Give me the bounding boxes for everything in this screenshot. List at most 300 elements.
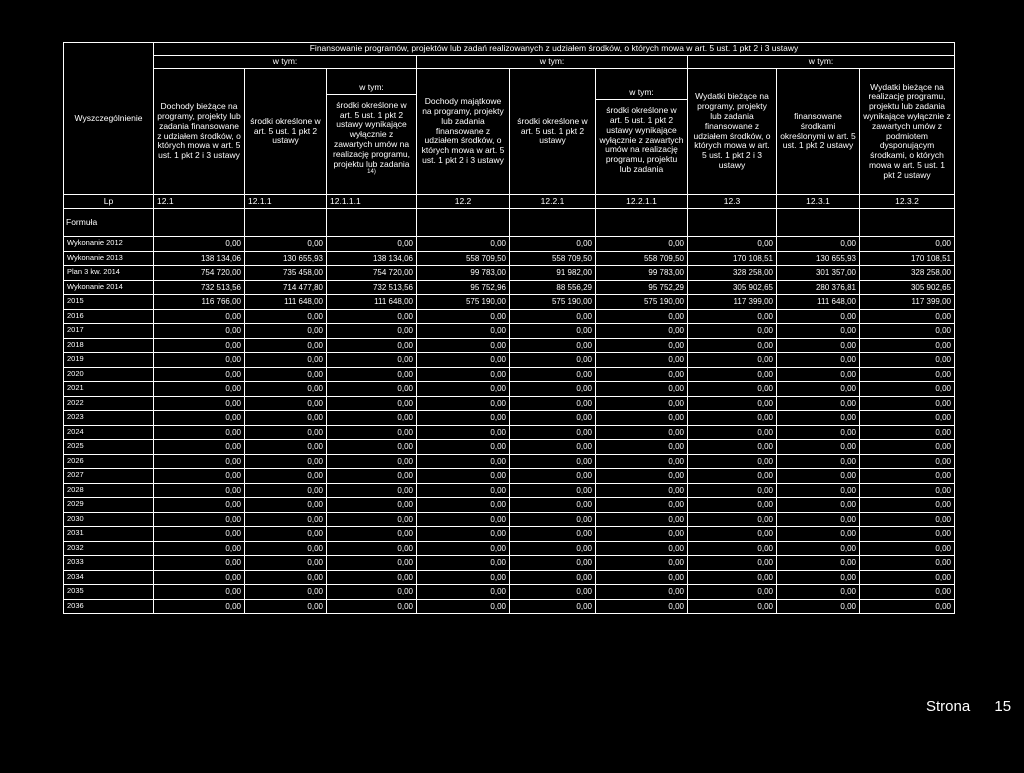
- value-cell: 0,00: [777, 599, 860, 614]
- value-cell: 0,00: [245, 454, 327, 469]
- value-cell: 0,00: [860, 570, 955, 585]
- value-cell: 0,00: [327, 382, 417, 397]
- value-cell: 0,00: [327, 440, 417, 455]
- value-cell: 0,00: [327, 541, 417, 556]
- value-cell: 0,00: [245, 382, 327, 397]
- value-cell: 0,00: [510, 382, 596, 397]
- value-cell: 138 134,06: [154, 251, 245, 266]
- value-cell: 0,00: [510, 541, 596, 556]
- table-title: Finansowanie programów, projektów lub zadań realizowanych z udziałem środków, o których mowa w art. 5 ust. 1 pkt 2 i 3 ustawy: [154, 43, 955, 56]
- value-cell: 0,00: [417, 498, 510, 513]
- value-cell: 0,00: [777, 367, 860, 382]
- page-footer: [926, 698, 1011, 715]
- value-cell: 0,00: [417, 411, 510, 426]
- value-cell: 0,00: [154, 483, 245, 498]
- formula-cell: [154, 209, 245, 237]
- page-number: 15: [994, 698, 1012, 715]
- value-cell: 0,00: [245, 498, 327, 513]
- value-cell: 0,00: [777, 411, 860, 426]
- value-cell: 0,00: [860, 483, 955, 498]
- value-cell: 111 648,00: [777, 295, 860, 310]
- value-cell: 0,00: [245, 309, 327, 324]
- row-label: Wykonanie 2012: [64, 237, 154, 252]
- value-cell: 0,00: [327, 527, 417, 542]
- value-cell: 305 902,65: [688, 280, 777, 295]
- value-cell: 0,00: [154, 396, 245, 411]
- value-cell: 88 556,29: [510, 280, 596, 295]
- table-row: [64, 237, 955, 252]
- value-cell: 0,00: [688, 338, 777, 353]
- w-tym-label: w tym:: [327, 83, 416, 95]
- value-cell: 0,00: [154, 556, 245, 571]
- col-wydatki-realizacje: Wydatki bieżące na realizację programu, projektu lub zadania wynikające wyłącznie z zawartych umów z podmiotem dysponującym środkami, o których mowa w art. 5 ust. 1 pkt 2 ustawy: [860, 69, 955, 195]
- value-cell: 0,00: [777, 512, 860, 527]
- table-row: [64, 483, 955, 498]
- formula-cell: [510, 209, 596, 237]
- value-cell: 0,00: [417, 353, 510, 368]
- value-cell: 0,00: [245, 527, 327, 542]
- value-cell: 0,00: [777, 396, 860, 411]
- value-cell: 0,00: [417, 483, 510, 498]
- value-cell: 170 108,51: [860, 251, 955, 266]
- value-cell: 117 399,00: [860, 295, 955, 310]
- value-cell: 0,00: [327, 411, 417, 426]
- value-cell: 0,00: [777, 483, 860, 498]
- table-row: [64, 512, 955, 527]
- value-cell: 0,00: [510, 353, 596, 368]
- value-cell: 0,00: [777, 338, 860, 353]
- value-cell: 0,00: [596, 527, 688, 542]
- value-cell: 0,00: [510, 237, 596, 252]
- value-cell: 0,00: [510, 527, 596, 542]
- col-srodki-umowy-2: [596, 69, 688, 195]
- table-row: [64, 309, 955, 324]
- value-cell: 0,00: [245, 570, 327, 585]
- value-cell: 0,00: [596, 541, 688, 556]
- value-cell: 0,00: [327, 454, 417, 469]
- value-cell: 0,00: [860, 498, 955, 513]
- col-wydatki-biezace: Wydatki bieżące na programy, projekty lub zadania finansowane z udziałem środków, o których mowa w art. 5 ust. 1 pkt 2 i 3 ustawy: [688, 69, 777, 195]
- value-cell: 0,00: [688, 541, 777, 556]
- value-cell: 301 357,00: [777, 266, 860, 281]
- value-cell: 111 648,00: [327, 295, 417, 310]
- row-label: 2033: [64, 556, 154, 571]
- value-cell: 0,00: [688, 396, 777, 411]
- value-cell: 732 513,56: [327, 280, 417, 295]
- value-cell: 0,00: [327, 396, 417, 411]
- value-cell: 0,00: [777, 527, 860, 542]
- col-wyszczegolnienie: Wyszczególnienie: [64, 43, 154, 195]
- value-cell: 95 752,96: [417, 280, 510, 295]
- formula-cell: [245, 209, 327, 237]
- value-cell: 0,00: [327, 425, 417, 440]
- row-label: Plan 3 kw. 2014: [64, 266, 154, 281]
- table-row: [64, 338, 955, 353]
- row-label: 2015: [64, 295, 154, 310]
- value-cell: 0,00: [510, 309, 596, 324]
- table-row: [64, 570, 955, 585]
- value-cell: 0,00: [510, 483, 596, 498]
- value-cell: 0,00: [596, 498, 688, 513]
- table-row: [64, 280, 955, 295]
- row-label: 2017: [64, 324, 154, 339]
- value-cell: 0,00: [245, 324, 327, 339]
- value-cell: 0,00: [860, 585, 955, 600]
- row-label: Wykonanie 2013: [64, 251, 154, 266]
- value-cell: 0,00: [417, 440, 510, 455]
- value-cell: 0,00: [596, 382, 688, 397]
- row-label: 2032: [64, 541, 154, 556]
- value-cell: 0,00: [777, 440, 860, 455]
- table-row: [64, 454, 955, 469]
- value-cell: 0,00: [245, 411, 327, 426]
- value-cell: 0,00: [417, 541, 510, 556]
- row-label: 2025: [64, 440, 154, 455]
- value-cell: 99 783,00: [596, 266, 688, 281]
- lp-code: 12.1.1.1: [327, 195, 417, 209]
- value-cell: 0,00: [245, 396, 327, 411]
- value-cell: 714 477,80: [245, 280, 327, 295]
- value-cell: 0,00: [154, 324, 245, 339]
- value-cell: 0,00: [417, 396, 510, 411]
- value-cell: 0,00: [860, 469, 955, 484]
- value-cell: 558 709,50: [596, 251, 688, 266]
- value-cell: 280 376,81: [777, 280, 860, 295]
- value-cell: 0,00: [688, 469, 777, 484]
- value-cell: 0,00: [777, 454, 860, 469]
- financing-table: [63, 42, 955, 614]
- value-cell: 0,00: [510, 599, 596, 614]
- value-cell: 0,00: [860, 411, 955, 426]
- value-cell: 305 902,65: [860, 280, 955, 295]
- value-cell: 0,00: [245, 483, 327, 498]
- value-cell: 0,00: [688, 411, 777, 426]
- table-row: [64, 599, 955, 614]
- value-cell: 0,00: [510, 570, 596, 585]
- value-cell: 0,00: [417, 309, 510, 324]
- lp-label: Lp: [64, 195, 154, 209]
- value-cell: 0,00: [596, 483, 688, 498]
- col-srodki-umowy-2-text: środki określone w art. 5 ust. 1 pkt 2 ustawy wynikające wyłącznie z zawartych umów na realizację programu, projektu lub zadania: [599, 105, 684, 174]
- value-cell: 0,00: [327, 338, 417, 353]
- value-cell: 328 258,00: [688, 266, 777, 281]
- value-cell: 0,00: [154, 585, 245, 600]
- lp-code: 12.1.1: [245, 195, 327, 209]
- table-row: [64, 324, 955, 339]
- lp-code: 12.2: [417, 195, 510, 209]
- value-cell: 0,00: [417, 570, 510, 585]
- value-cell: 0,00: [596, 411, 688, 426]
- value-cell: 0,00: [777, 556, 860, 571]
- value-cell: 0,00: [245, 585, 327, 600]
- value-cell: 0,00: [688, 353, 777, 368]
- value-cell: 0,00: [510, 425, 596, 440]
- value-cell: 0,00: [860, 512, 955, 527]
- value-cell: 116 766,00: [154, 295, 245, 310]
- value-cell: 575 190,00: [596, 295, 688, 310]
- table-row: [64, 382, 955, 397]
- value-cell: 0,00: [245, 338, 327, 353]
- value-cell: 0,00: [245, 353, 327, 368]
- lp-code: 12.2.1: [510, 195, 596, 209]
- value-cell: 0,00: [688, 324, 777, 339]
- value-cell: 0,00: [417, 527, 510, 542]
- value-cell: 0,00: [417, 469, 510, 484]
- value-cell: 95 752,29: [596, 280, 688, 295]
- value-cell: 0,00: [510, 396, 596, 411]
- formula-cell: [596, 209, 688, 237]
- value-cell: 0,00: [154, 599, 245, 614]
- value-cell: 0,00: [688, 382, 777, 397]
- table-row: [64, 541, 955, 556]
- value-cell: 0,00: [860, 527, 955, 542]
- value-cell: 0,00: [860, 454, 955, 469]
- table-row: [64, 556, 955, 571]
- value-cell: 0,00: [154, 338, 245, 353]
- value-cell: 0,00: [596, 469, 688, 484]
- value-cell: 0,00: [510, 324, 596, 339]
- value-cell: 0,00: [596, 425, 688, 440]
- value-cell: 0,00: [688, 599, 777, 614]
- value-cell: 0,00: [596, 512, 688, 527]
- value-cell: 735 458,00: [245, 266, 327, 281]
- value-cell: 0,00: [596, 237, 688, 252]
- table-row: [64, 440, 955, 455]
- value-cell: 0,00: [154, 512, 245, 527]
- value-cell: 575 190,00: [417, 295, 510, 310]
- row-label: 2027: [64, 469, 154, 484]
- value-cell: 0,00: [596, 367, 688, 382]
- formula-cell: [417, 209, 510, 237]
- value-cell: 0,00: [860, 440, 955, 455]
- value-cell: 0,00: [417, 599, 510, 614]
- value-cell: 0,00: [688, 237, 777, 252]
- value-cell: 0,00: [245, 469, 327, 484]
- value-cell: 0,00: [154, 454, 245, 469]
- table-row: [64, 527, 955, 542]
- value-cell: 0,00: [596, 599, 688, 614]
- value-cell: 0,00: [327, 237, 417, 252]
- row-label: 2035: [64, 585, 154, 600]
- value-cell: 754 720,00: [154, 266, 245, 281]
- value-cell: 0,00: [245, 440, 327, 455]
- table-row: [64, 425, 955, 440]
- table-row: [64, 498, 955, 513]
- w-tym-label: w tym:: [154, 56, 417, 69]
- row-label: 2036: [64, 599, 154, 614]
- value-cell: 0,00: [777, 382, 860, 397]
- value-cell: 0,00: [777, 498, 860, 513]
- value-cell: 0,00: [688, 570, 777, 585]
- value-cell: 0,00: [417, 237, 510, 252]
- row-label: 2018: [64, 338, 154, 353]
- value-cell: 0,00: [417, 454, 510, 469]
- value-cell: 0,00: [417, 512, 510, 527]
- value-cell: 0,00: [860, 425, 955, 440]
- value-cell: 111 648,00: [245, 295, 327, 310]
- table-row: [64, 469, 955, 484]
- value-cell: 0,00: [860, 237, 955, 252]
- value-cell: 0,00: [860, 541, 955, 556]
- table-row: [64, 411, 955, 426]
- table-row: [64, 353, 955, 368]
- value-cell: 0,00: [327, 483, 417, 498]
- value-cell: 0,00: [777, 237, 860, 252]
- value-cell: 0,00: [596, 396, 688, 411]
- value-cell: 0,00: [688, 425, 777, 440]
- col-srodki-umowy-1-text: środki określone w art. 5 ust. 1 pkt 2 ustawy wynikające wyłącznie z zawartych umów na realizację programu, projektu lub zadania: [332, 99, 410, 169]
- formula-label: Formuła: [64, 209, 154, 237]
- value-cell: 0,00: [510, 469, 596, 484]
- value-cell: 0,00: [154, 367, 245, 382]
- value-cell: 0,00: [154, 440, 245, 455]
- footnote-marker: 14): [367, 169, 376, 176]
- row-label: 2016: [64, 309, 154, 324]
- value-cell: 0,00: [327, 309, 417, 324]
- value-cell: 0,00: [860, 324, 955, 339]
- lp-code: 12.3.2: [860, 195, 955, 209]
- value-cell: 0,00: [777, 309, 860, 324]
- col-finansowane: finansowane środkami określonymi w art. 5 ust. 1 pkt 2 ustawy: [777, 69, 860, 195]
- value-cell: 0,00: [245, 367, 327, 382]
- table-row: [64, 367, 955, 382]
- value-cell: 130 655,93: [777, 251, 860, 266]
- value-cell: 0,00: [510, 338, 596, 353]
- value-cell: 0,00: [417, 338, 510, 353]
- value-cell: 0,00: [860, 556, 955, 571]
- value-cell: 0,00: [327, 585, 417, 600]
- lp-code: 12.3: [688, 195, 777, 209]
- lp-code: 12.1: [154, 195, 245, 209]
- value-cell: 0,00: [860, 367, 955, 382]
- value-cell: 0,00: [417, 382, 510, 397]
- value-cell: 0,00: [154, 309, 245, 324]
- value-cell: 0,00: [327, 556, 417, 571]
- value-cell: 0,00: [860, 382, 955, 397]
- value-cell: 0,00: [688, 309, 777, 324]
- col-dochody-biezace: Dochody bieżące na programy, projekty lub zadania finansowane z udziałem środków, o których mowa w art. 5 ust. 1 pkt 2 i 3 ustawy: [154, 69, 245, 195]
- row-label: 2028: [64, 483, 154, 498]
- value-cell: 0,00: [510, 556, 596, 571]
- table-row: [64, 396, 955, 411]
- table-row: [64, 266, 955, 281]
- value-cell: 0,00: [777, 469, 860, 484]
- value-cell: 754 720,00: [327, 266, 417, 281]
- value-cell: 117 399,00: [688, 295, 777, 310]
- value-cell: 0,00: [327, 599, 417, 614]
- value-cell: 0,00: [154, 353, 245, 368]
- row-label: 2020: [64, 367, 154, 382]
- value-cell: 0,00: [154, 411, 245, 426]
- row-label: 2023: [64, 411, 154, 426]
- value-cell: 0,00: [596, 454, 688, 469]
- value-cell: 0,00: [777, 324, 860, 339]
- value-cell: 575 190,00: [510, 295, 596, 310]
- value-cell: 558 709,50: [417, 251, 510, 266]
- value-cell: 0,00: [860, 353, 955, 368]
- value-cell: 0,00: [510, 585, 596, 600]
- value-cell: 99 783,00: [417, 266, 510, 281]
- value-cell: 0,00: [596, 440, 688, 455]
- value-cell: 0,00: [596, 556, 688, 571]
- value-cell: 0,00: [417, 324, 510, 339]
- value-cell: 0,00: [688, 440, 777, 455]
- value-cell: 0,00: [860, 338, 955, 353]
- value-cell: 0,00: [245, 556, 327, 571]
- formula-cell: [860, 209, 955, 237]
- value-cell: 0,00: [417, 585, 510, 600]
- formula-cell: [777, 209, 860, 237]
- col-srodki-umowy-1: [327, 69, 417, 195]
- value-cell: 0,00: [510, 498, 596, 513]
- value-cell: 0,00: [245, 541, 327, 556]
- value-cell: 0,00: [327, 512, 417, 527]
- value-cell: 0,00: [860, 599, 955, 614]
- value-cell: 0,00: [327, 570, 417, 585]
- value-cell: 0,00: [688, 367, 777, 382]
- value-cell: 0,00: [327, 324, 417, 339]
- row-label: 2029: [64, 498, 154, 513]
- value-cell: 0,00: [154, 425, 245, 440]
- value-cell: 0,00: [688, 498, 777, 513]
- col-srodki-okreslone-1: środki określone w art. 5 ust. 1 pkt 2 ustawy: [245, 69, 327, 195]
- value-cell: 732 513,56: [154, 280, 245, 295]
- value-cell: 0,00: [688, 556, 777, 571]
- value-cell: 0,00: [688, 512, 777, 527]
- value-cell: 170 108,51: [688, 251, 777, 266]
- value-cell: 0,00: [510, 411, 596, 426]
- lp-code: 12.3.1: [777, 195, 860, 209]
- table-row: [64, 585, 955, 600]
- row-label: 2021: [64, 382, 154, 397]
- value-cell: 0,00: [777, 570, 860, 585]
- value-cell: 130 655,93: [245, 251, 327, 266]
- value-cell: 0,00: [327, 353, 417, 368]
- row-label: 2031: [64, 527, 154, 542]
- value-cell: 0,00: [596, 353, 688, 368]
- value-cell: 0,00: [245, 512, 327, 527]
- value-cell: 0,00: [245, 599, 327, 614]
- value-cell: 0,00: [154, 382, 245, 397]
- value-cell: 0,00: [417, 425, 510, 440]
- value-cell: 0,00: [596, 324, 688, 339]
- value-cell: 0,00: [777, 425, 860, 440]
- value-cell: 0,00: [327, 469, 417, 484]
- formula-cell: [327, 209, 417, 237]
- w-tym-label: w tym:: [688, 56, 955, 69]
- value-cell: 0,00: [860, 396, 955, 411]
- table-row: [64, 295, 955, 310]
- row-label: 2034: [64, 570, 154, 585]
- value-cell: 0,00: [596, 570, 688, 585]
- value-cell: 0,00: [417, 367, 510, 382]
- value-cell: 0,00: [596, 338, 688, 353]
- value-cell: 0,00: [510, 440, 596, 455]
- w-tym-label: w tym:: [417, 56, 688, 69]
- value-cell: 0,00: [510, 367, 596, 382]
- value-cell: 0,00: [417, 556, 510, 571]
- value-cell: 0,00: [688, 527, 777, 542]
- row-label: 2024: [64, 425, 154, 440]
- w-tym-label: w tym:: [596, 88, 687, 100]
- lp-code: 12.2.1.1: [596, 195, 688, 209]
- value-cell: 0,00: [688, 483, 777, 498]
- value-cell: 0,00: [510, 454, 596, 469]
- value-cell: 0,00: [860, 309, 955, 324]
- row-label: Wykonanie 2014: [64, 280, 154, 295]
- value-cell: 0,00: [154, 527, 245, 542]
- table-row: [64, 251, 955, 266]
